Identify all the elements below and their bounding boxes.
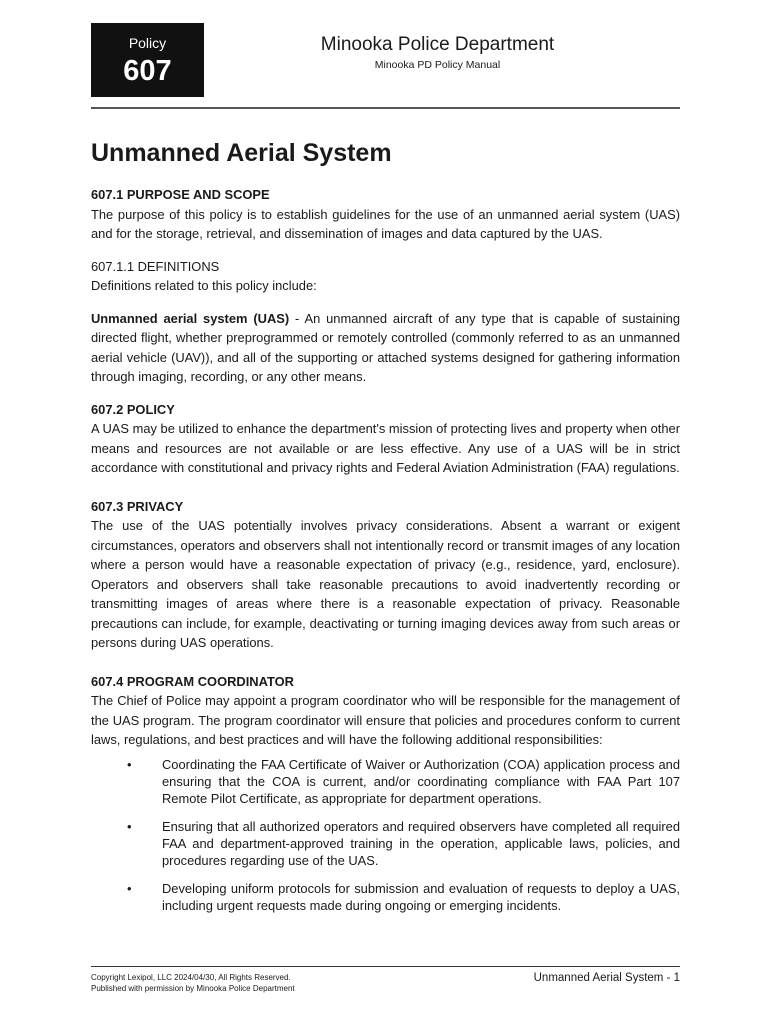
permission-line: Published with permission by Minooka Police Department <box>91 984 295 993</box>
list-item <box>91 880 680 914</box>
page-title: Unmanned Aerial System <box>91 139 392 167</box>
section-heading-coordinator: 607.4 PROGRAM COORDINATOR <box>91 673 294 689</box>
section-heading-purpose: 607.1 PURPOSE AND SCOPE <box>91 187 270 202</box>
document-body <box>91 185 680 925</box>
department-name: Minooka Police Department <box>320 34 555 55</box>
policy-number: 607 <box>123 55 172 87</box>
bullet-icon: • <box>127 818 132 834</box>
policy-label: Policy <box>128 35 167 51</box>
section-heading-privacy: 607.3 PRIVACY <box>91 498 184 514</box>
copyright-notice <box>91 972 295 994</box>
header-divider <box>91 107 680 109</box>
list-item <box>91 818 680 869</box>
page-footer-label: Unmanned Aerial System - 1 <box>533 972 680 984</box>
section-heading-policy: 607.2 POLICY <box>91 401 175 417</box>
footer-divider <box>91 966 680 967</box>
manual-name: Minooka PD Policy Manual <box>374 59 501 71</box>
list-item-text: Coordinating the FAA Certificate of Waiver or Authorization (COA) application process and ensuring that the COA is current, and/or coordinating compliance with FAA Part 107 Remote Pilot Certificate, as appropriate for department operations. <box>162 756 680 806</box>
section-heading-definitions: 607.1.1 DEFINITIONS <box>91 258 220 274</box>
policy-number-badge <box>91 23 204 97</box>
list-item <box>91 756 680 807</box>
definition-uas <box>91 309 680 387</box>
section-body-privacy: The use of the UAS potentially involves privacy considerations. Absent a warrant or exigent circumstances, operators and observers shall not intentionally record or transmit images of any location where a person would have a reasonable expectation of privacy (e.g., residence, yard, enclosure). Operators and observers shall take reasonable precautions to avoid inadvertently recording or transmitting images of areas where there is a reasonable expectation of privacy. Reasonable precautions can include, for example, deactivating or turning imaging devices away from such areas or persons during UAS operations. <box>91 518 680 650</box>
bullet-icon: • <box>127 880 132 896</box>
definition-text: - An unmanned aircraft of any type that is capable of sustaining directed flight, whether preprogrammed or remotely controlled (commonly referred to as an unmanned aerial vehicle (UAV)), and all of the supporting or attached systems designed for gathering information through imaging, recording, or any other means. <box>91 310 680 384</box>
list-item-text: Developing uniform protocols for submission and evaluation of requests to deploy a UAS, including urgent requests made during ongoing or emerging incidents. <box>162 880 680 913</box>
definitions-intro: Definitions related to this policy include: <box>91 278 317 293</box>
bullet-icon: • <box>127 756 132 772</box>
definition-term: Unmanned aerial system (UAS) <box>91 310 290 326</box>
copyright-line: Copyright Lexipol, LLC 2024/04/30, All Rights Reserved. <box>91 973 291 982</box>
section-body-purpose: The purpose of this policy is to establish guidelines for the use of an unmanned aerial system (UAS) and for the storage, retrieval, and dissemination of images and data captured by the UAS. <box>91 206 680 241</box>
list-item-text: Ensuring that all authorized operators and required observers have completed all required FAA and department-approved training in the operation, applicable laws, policies, and procedures regarding use of the UAS. <box>162 818 680 868</box>
section-body-policy: A UAS may be utilized to enhance the department's mission of protecting lives and property when other means and resources are not available or are less effective. Any use of a UAS will be in strict accordance with constitutional and privacy rights and Federal Aviation Administration (FAA) regulations. <box>91 421 680 475</box>
section-body-coordinator: The Chief of Police may appoint a program coordinator who will be responsible for the management of the UAS program. The program coordinator will ensure that policies and procedures conform to current laws, regulations, and best practices and will have the following additional responsibilities: <box>91 693 680 747</box>
responsibilities-list <box>91 756 680 914</box>
